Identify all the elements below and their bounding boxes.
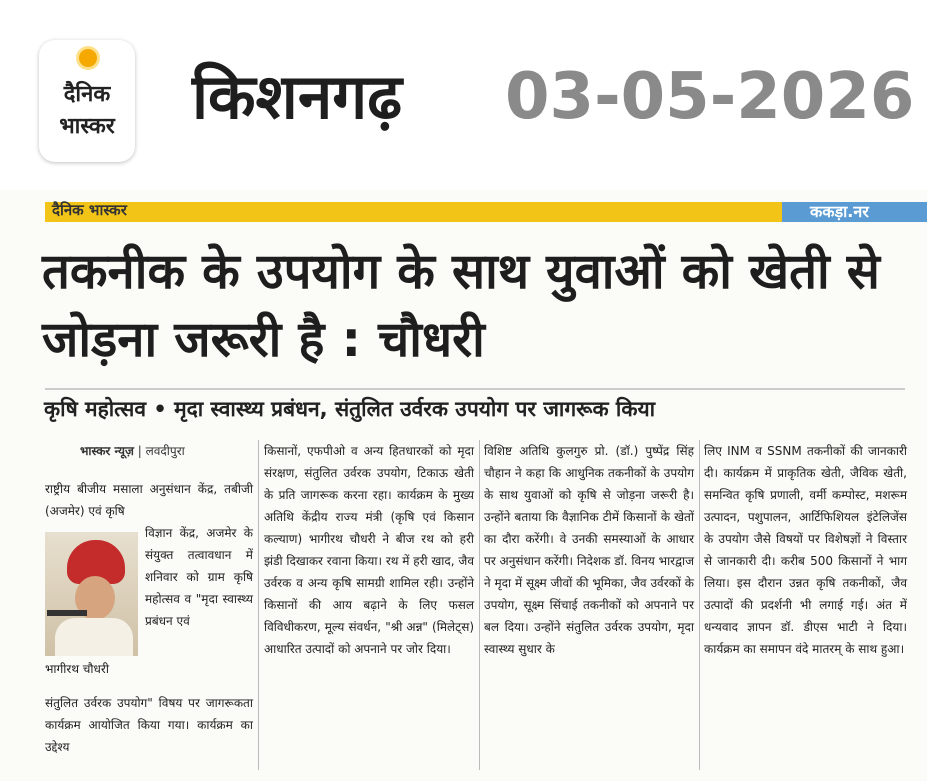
person-photo (45, 532, 138, 656)
masthead-brand: दैनिक भास्कर (52, 201, 127, 219)
byline-place: लवदीपुरा (145, 444, 185, 458)
column-divider-2 (479, 440, 480, 770)
logo-text-line1: दैनिक (63, 82, 111, 107)
column-2: किसानों, एफपीओ व अन्य हितधारकों को मृदा संरक्षण, संतुलित उर्वरक उपयोग, टिकाऊ खेती के प्रति जागरूक करना रहा। कार्यक्रम के मुख्य अतिथि केंद्रीय राज्य मंत्री (कृषि एवं किसान कल्याण) भागीरथ चौधरी ने बीज रथ को हरी झंडी दिखाकर रवाना किया। रथ में हरी खाद, जैव उर्वरक व अन्य कृषि सामग्री शामिल रही। उन्होंने किसानों की आय बढ़ाने के लिए फसल विविधीकरण, मूल्य संवर्धन, "श्री अन्न" (मिलेट्स) आधारित उत्पादों को अपनाने पर जोर दिया। (264, 444, 474, 656)
column-3: विशिष्ट अतिथि कुलगुरु प्रो. (डॉ.) पुष्पेंद्र सिंह चौहान ने कहा कि आधुनिक तकनीकों के उपयोग के साथ युवाओं को कृषि से जोड़ना जरूरी है। उन्होंने बताया कि वैज्ञानिक टीमें किसानों के खेतों का दौरा करेंगी। वे उनकी समस्याओं के आधार पर अनुसंधान करेंगी। निदेशक डॉ. विनय भारद्वाज ने मृदा में सूक्ष्म जीवों की भूमिका, जैव उर्वरकों के उपयोग, सूक्ष्म सिंचाई तकनीकों को अपनाने पर बल दिया। उन्होंने संतुलित उर्वरक उपयोग, मृदा स्वास्थ्य सुधार के (484, 444, 694, 656)
sun-icon (79, 49, 97, 67)
headline-divider (45, 388, 905, 390)
app-header (0, 0, 927, 190)
edition-date: 03-05-2026 (505, 60, 915, 134)
article-headline: तकनीक के उपयोग के साथ युवाओं को खेती से जोड़ना जरूरी है : चौधरी (42, 243, 880, 368)
article-subheadline: कृषि महोत्सव • मृदा स्वास्थ्य प्रबंधन, संतुलित उर्वरक उपयोग पर जागरूक किया (44, 397, 656, 421)
section-tag-text: ककड़ा.नर (810, 202, 869, 221)
byline-source: भास्कर न्यूज़ (80, 444, 134, 458)
edition-city: किशनगढ़ (192, 60, 403, 133)
column-4: लिए INM व SSNM तकनीकों की जानकारी दी। कार्यक्रम में प्राकृतिक खेती, जैविक खेती, समन्वित कृषि प्रणाली, वर्मी कम्पोस्ट, मशरूम उत्पादन, पशुपालन, आर्टिफिशियल इंटेलिजेंस के उपयोग जैसे विषयों पर विशेषज्ञों ने विस्तार से जानकारी दी। करीब 500 किसानों ने भाग लिया। इस दौरान उन्नत कृषि तकनीकों, जैव उत्पादों की प्रदर्शनी भी लगाई गई। अंत में धन्यवाद ज्ञापन डॉ. डीएस भाटी ने दिया। कार्यक्रम का समापन वंदे मातरम् के साथ हुआ। (704, 444, 907, 656)
column-1-bottom: संतुलित उर्वरक उपयोग" विषय पर जागरूकता कार्यक्रम आयोजित किया गया। कार्यक्रम का उद्देश्य (45, 696, 253, 754)
column-divider-3 (699, 440, 700, 770)
body-shape (55, 618, 133, 656)
dainik-bhaskar-logo[interactable] (39, 40, 135, 162)
adjacent-article-edge (910, 230, 927, 770)
article-byline: भास्कर न्यूज़ | लवदीपुरा (80, 444, 185, 458)
column-1-top: राष्ट्रीय बीजीय मसाला अनुसंधान केंद्र, तबीजी (अजमेर) एवं कृषि (45, 482, 253, 518)
masthead-section-tag (782, 202, 927, 222)
photo-caption: भागीरथ चौधरी (45, 662, 109, 676)
microphone-icon (47, 610, 87, 616)
column-divider-1 (258, 440, 259, 770)
column-1-side: विज्ञान केंद्र, अजमेर के संयुक्त तत्वावधान में शनिवार को ग्राम कृषि महोत्सव व "मृदा स्वास्थ्य प्रबंधन एवं (145, 526, 253, 628)
logo-text-line2: भास्कर (59, 114, 115, 139)
